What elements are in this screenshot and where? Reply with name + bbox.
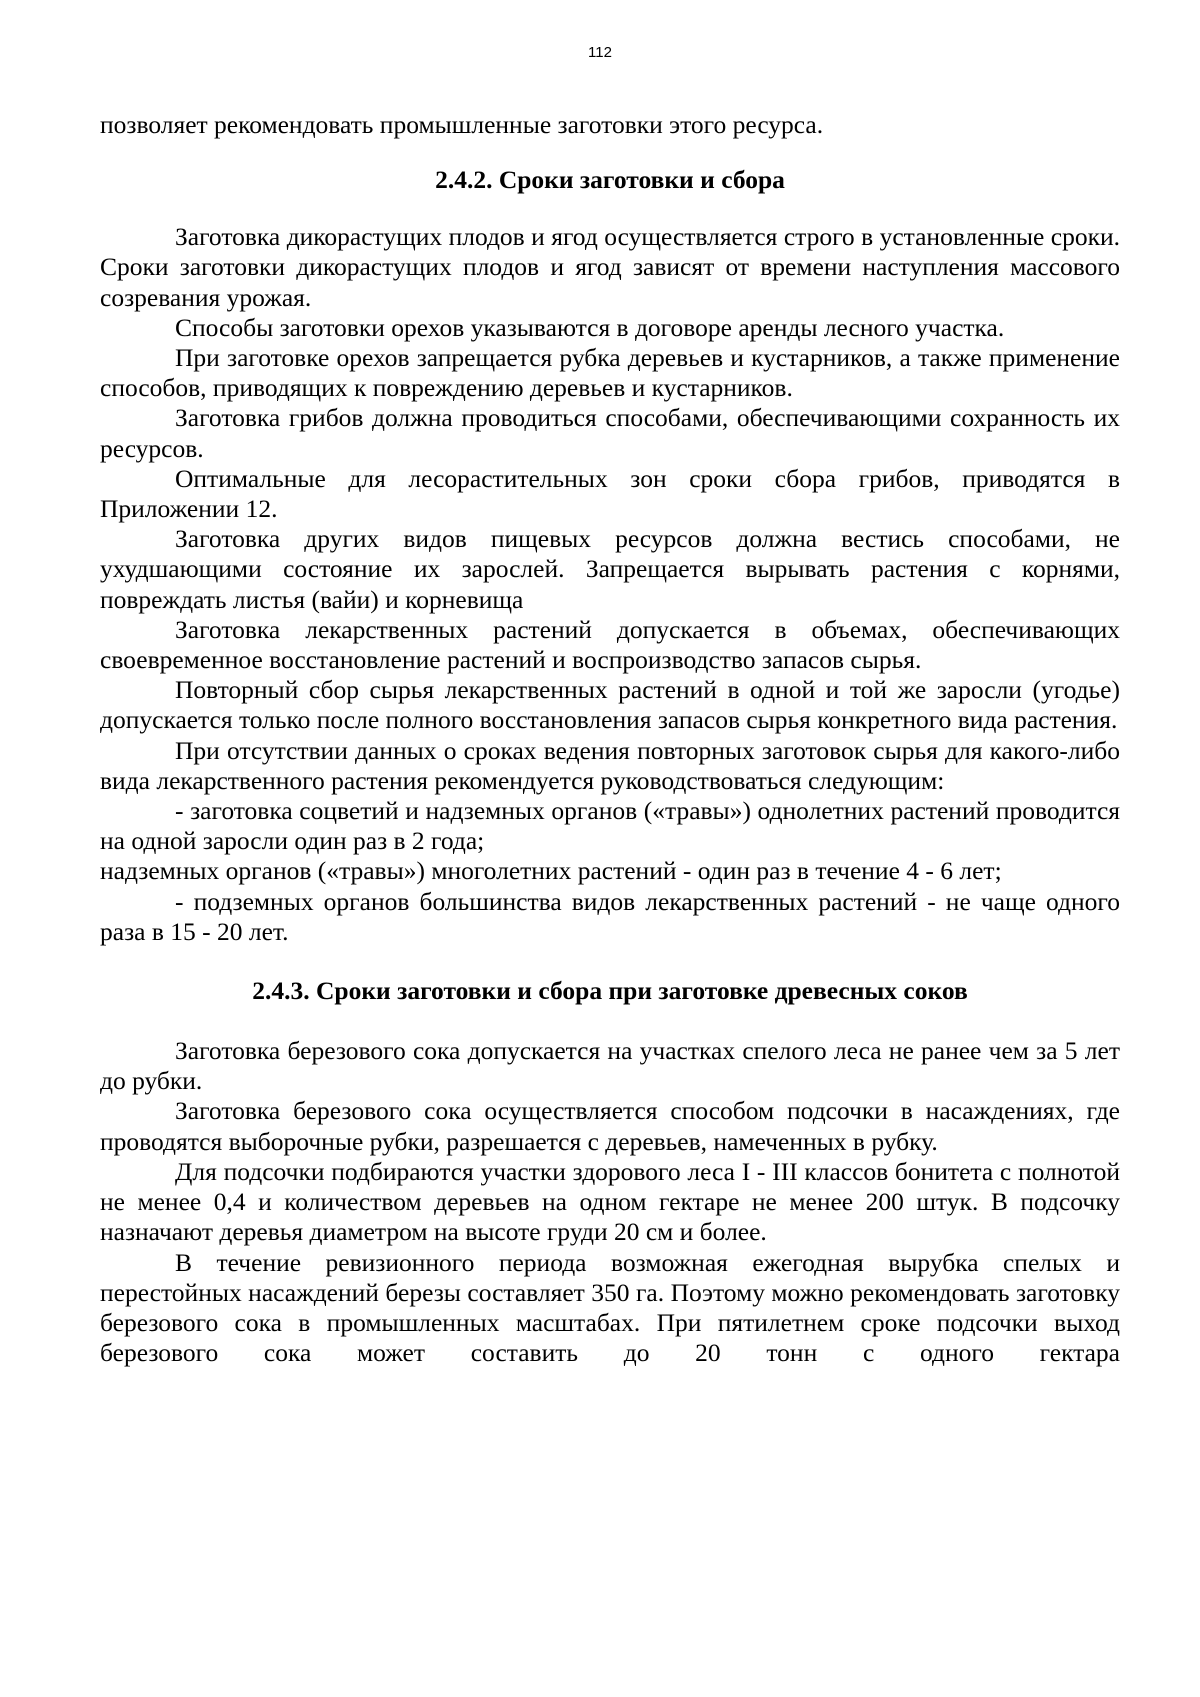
paragraph: При отсутствии данных о сроках ведения повторных заготовок сырья для какого-либо вида лекарственного растения рекомендуется руководствоваться следующим: (100, 735, 1120, 795)
paragraph: Заготовка дикорастущих плодов и ягод осуществляется строго в установленные сроки. Сроки заготовки дикорастущих плодов и ягод зависят от времени наступления массового созревания урожая. (100, 222, 1120, 312)
list-item: - подземных органов большинства видов лекарственных растений - не чаще одного раза в 15 - 20 лет. (100, 886, 1120, 946)
paragraph: Оптимальные для лесорастительных зон сроки сбора грибов, приводятся в Приложении 12. (100, 463, 1120, 524)
list-item: надземных органов («травы») многолетних растений - один раз в течение 4 - 6 лет; (100, 856, 1002, 886)
section-heading: 2.4.2. Сроки заготовки и сбора (435, 165, 785, 195)
list-item: - заготовка соцветий и надземных органов («травы») однолетних растений проводится на одной заросли один раз в 2 года; (100, 796, 1120, 856)
paragraph: При заготовке орехов запрещается рубка деревьев и кустарников, а также применение способов, приводящих к повреждению деревьев и кустарников. (100, 343, 1120, 403)
paragraph: Заготовка других видов пищевых ресурсов должна вестись способами, не ухудшающими состояние их зарослей. Запрещается вырывать растения с корнями, повреждать листья (вайи) и корневища (100, 524, 1120, 614)
section-heading: 2.4.3. Сроки заготовки и сбора при заготовке древесных соков (252, 976, 968, 1006)
paragraph: Заготовка березового сока допускается на участках спелого леса не ранее чем за 5 лет до рубки. (100, 1036, 1120, 1096)
paragraph: Повторный сбор сырья лекарственных растений в одной и той же заросли (угодье) допускается только после полного восстановления запасов сырья конкретного вида растения. (100, 675, 1120, 735)
page-number: 112 (588, 44, 612, 61)
page-content (100, 110, 1120, 1368)
paragraph: Способы заготовки орехов указываются в договоре аренды лесного участка. (175, 312, 1005, 342)
paragraph: В течение ревизионного периода возможная ежегодная вырубка спелых и перестойных насаждений березы составляет 350 га. Поэтому можно рекомендовать заготовку березового сока в промышленных масштабах. При пятилетнем сроке подсочки выход березового сока может составить до 20 тонн с одного гектара (100, 1247, 1120, 1368)
paragraph: Заготовка лекарственных растений допускается в объемах, обеспечивающих своевременное восстановление растений и воспроизводство запасов сырья. (100, 614, 1120, 675)
paragraph: позволяет рекомендовать промышленные заготовки этого ресурса. (100, 110, 824, 139)
paragraph: Для подсочки подбираются участки здорового леса I - III классов бонитета с полнотой не менее 0,4 и количеством деревьев на одном гектаре не менее 200 штук. В подсочку назначают деревья диаметром на высоте груди 20 см и более. (100, 1156, 1120, 1247)
paragraph: Заготовка березового сока осуществляется способом подсочки в насаждениях, где проводятся выборочные рубки, разрешается с деревьев, намеченных в рубку. (100, 1096, 1120, 1156)
paragraph: Заготовка грибов должна проводиться способами, обеспечивающими сохранность их ресурсов. (100, 403, 1120, 463)
